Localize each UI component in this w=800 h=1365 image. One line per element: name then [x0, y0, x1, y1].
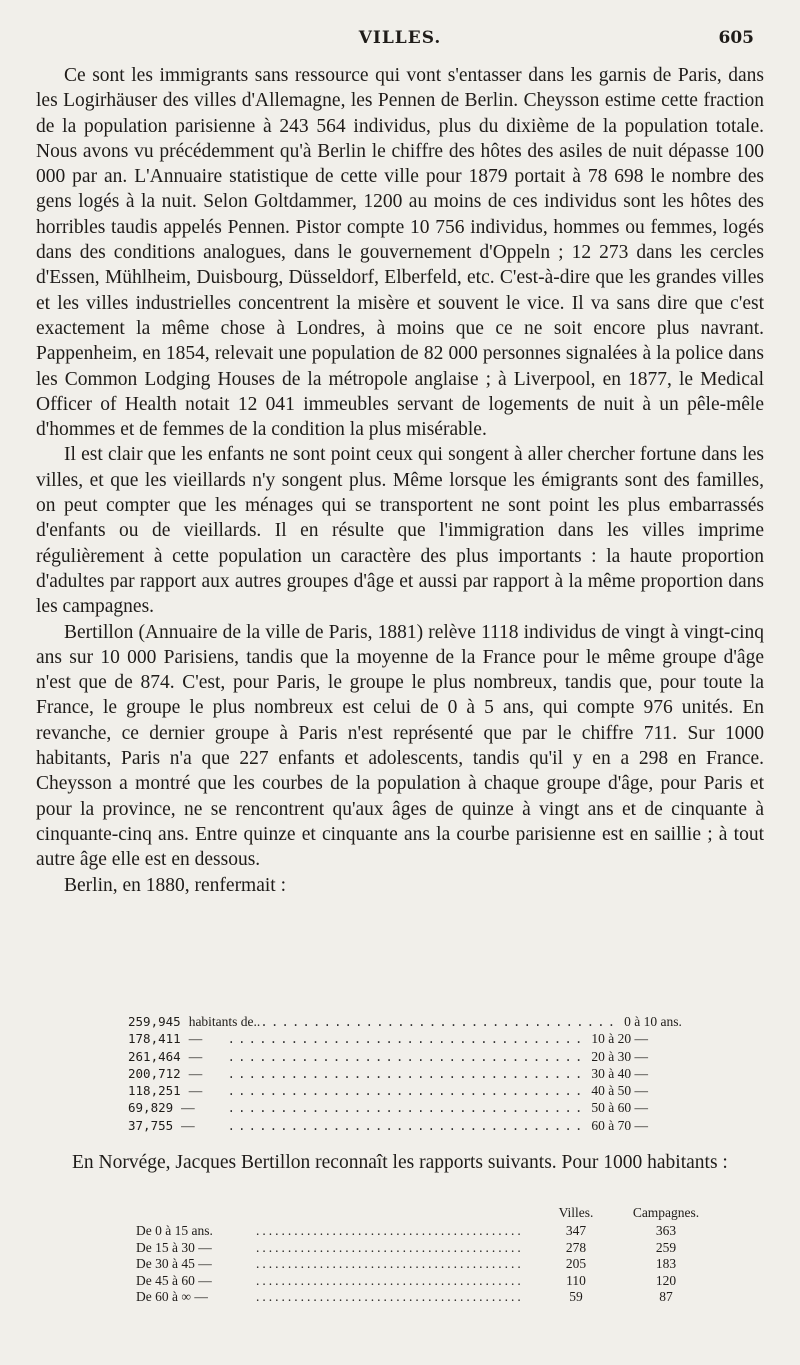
page-number: 605: [718, 28, 754, 48]
table-row: 178,411 — .................................. 10 à 20 —: [128, 1031, 648, 1047]
paragraph-immigrants: Ce sont les immigrants sans ressource qui vont s'entasser dans les garnis de Paris, dans les Logirhäuser des villes d'Allemagne, les Pennen de Berlin. Cheysson estime cette fraction de la population parisienne à 243 564 individus, plus du dixième de la population totale. Nous avons vu précédemment qu'à Berlin le chiffre des hôtes des asiles de nuit dépasse 100 000 par an. L'Annuaire statistique de cette ville pour 1879 portait à 78 698 le nombre des gens logés à la nuit. Selon Goltdammer, 1200 au moins de ces individus sont les hôtes des horribles taudis appelés Pennen. Pistor compte 10 756 individus, hommes ou femmes, logés dans des conditions analogues, dans le gouvernement d'Oppeln ; 12 273 dans les cercles d'Essen, Mühlheim, Duisbourg, Düsseldorf, Elberfeld, etc. C'est-à-dire que les grandes villes et les villes industrielles concentrent la misère et souvent le vice. Il va sans dire que c'est exactement la même chose à Londres, à moins que ce ne soit encore plus navrant. Pappenheim, en 1854, relevait une population de 82 000 personnes signalées à la police dans les Common Lodging Houses de la métropole anglaise ; à Liverpool, en 1877, le Medical Officer of Health notait 12 041 immeubles servant de logements de nuit à un pêle-mêle d'hommes et de femmes de la condition la plus misérable.: [36, 65, 764, 441]
main-text: [36, 63, 764, 898]
running-title: VILLES.: [358, 28, 442, 48]
table-row: 69,829 — .................................. 50 à 60 —: [128, 1100, 648, 1116]
paragraph-berlin-intro: Berlin, en 1880, renfermait :: [64, 874, 287, 896]
paragraph-bertillon: Bertillon (Annuaire de la ville de Paris, 1881) relève 1118 individus de vingt à vingt-cinq ans sur 10 000 Parisiens, tandis que la moyenne de la France pour le même groupe d'âge n'est que de 874. C'est, pour Paris, le groupe le plus nombreux, tandis que, pour toute la France, le groupe le plus nombreux est celui de 0 à 5 ans, qui compte 976 unités. En revanche, ce dernier groupe à Paris n'est représenté que par le chiffre 711. Sur 1000 habitants, Paris n'a que 227 enfants et adolescents, tandis qu'il y en a 298 en France. Cheysson a montré que les courbes de la population à chaque groupe d'âge, pour Paris et pour la province, ne se rencontrent qu'aux âges de quinze à vingt ans et de cinquante à cinquante-cinq ans. Entre quinze et cinquante ans la courbe parisienne est en saillie ; à tout autre âge elle est en dessous.: [36, 621, 764, 871]
table-row: De 45 à 60 — .......................................... 110 120: [136, 1272, 677, 1288]
table-row: 37,755 — .................................. 60 à 70 —: [128, 1117, 648, 1133]
berlin-age-table: [128, 1013, 682, 1134]
norway-age-table: [136, 1205, 716, 1306]
table-row: De 30 à 45 — .......................................... 205 183: [136, 1256, 677, 1272]
column-header-villes: Villes.: [558, 1205, 594, 1220]
table-row: 261,464 — .................................. 20 à 30 —: [128, 1048, 648, 1064]
table-row: De 60 à ∞ — .......................................... 59 87: [136, 1289, 673, 1305]
table-row: 118,251 — .................................. 40 à 50 —: [128, 1083, 648, 1099]
norway-intro-text: En Norvége, Jacques Bertillon reconnaît les rapports suivants. Pour 1000 habitants :: [72, 1152, 728, 1173]
table-row: De 15 à 30 — .......................................... 278 259: [136, 1239, 677, 1255]
table-row: 259,945 habitants de.. .................................. 0 à 10 ans.: [128, 1014, 682, 1029]
running-header: [0, 28, 800, 58]
table-header: [136, 1205, 716, 1223]
table-row: De 0 à 15 ans. .......................................... 347 363: [136, 1223, 677, 1238]
paragraph-adults: Il est clair que les enfants ne sont point ceux qui songent à aller chercher fortune dans les villes, et que les vieillards n'y songent plus. Même lorsque les émigrants sont des familles, on peut compter que les ménages qui se transportent ne sont point les plus embarrassés d'enfants ou de vieillards. Il en résulte que l'immigration dans les villes imprime régulièrement à cette population un caractère des plus importants : la haute proportion d'adultes par rapport aux autres groupes d'âge et aussi par rapport à la même proportion dans les campagnes.: [36, 444, 764, 618]
column-header-campagnes: Campagnes.: [632, 1205, 700, 1220]
table-row: 200,712 — .................................. 30 à 40 —: [128, 1065, 648, 1081]
norway-intro: [72, 1150, 764, 1175]
